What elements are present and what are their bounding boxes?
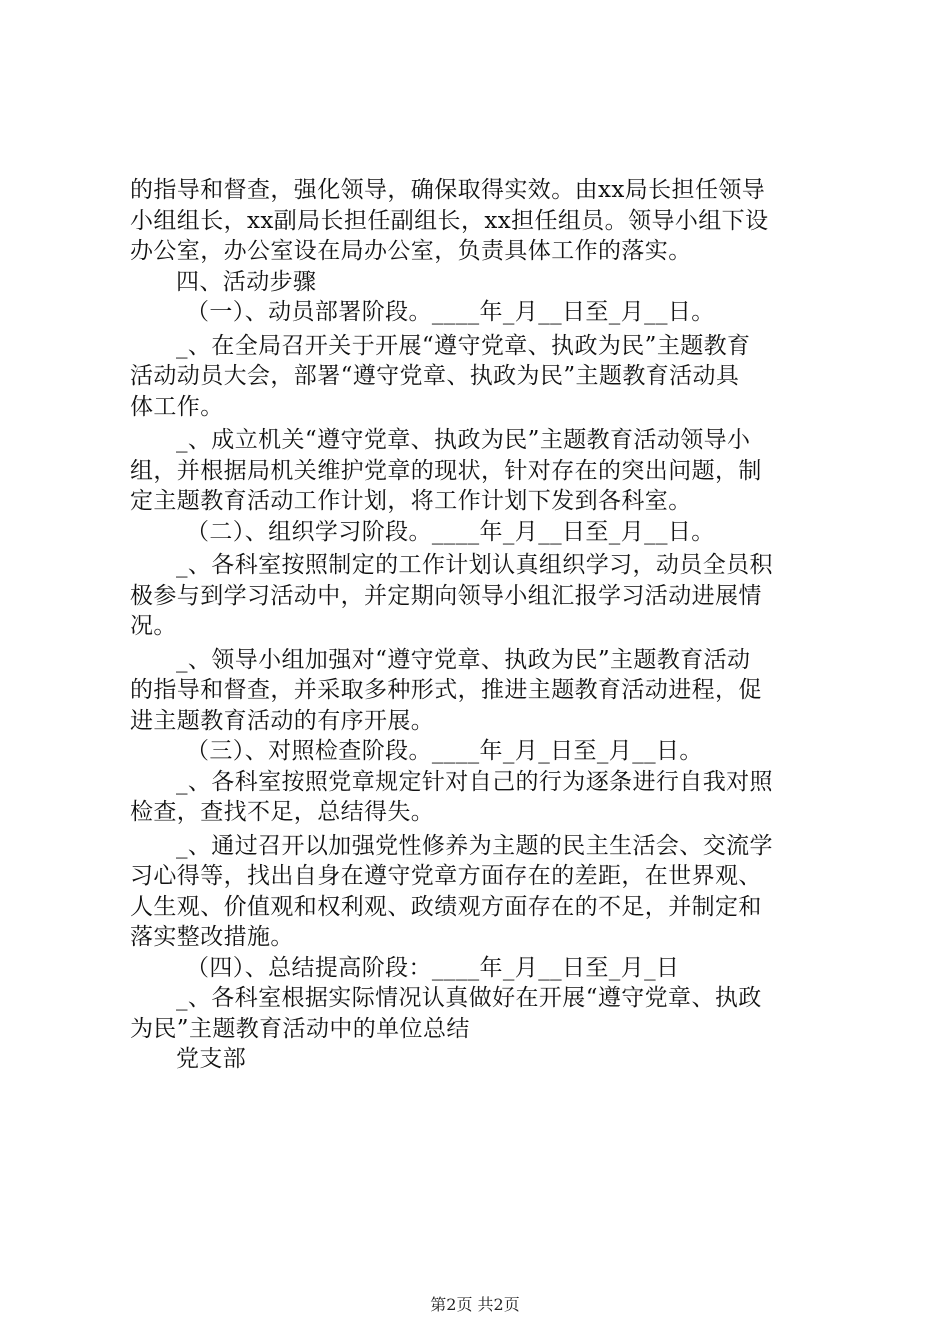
text-line: _、各科室按照制定的工作计划认真组织学习，动员全员积 bbox=[176, 552, 773, 578]
text-line: 办公室，办公室设在局办公室，负责具体工作的落实。 bbox=[130, 238, 692, 264]
text-line: 检查，查找不足，总结得失。 bbox=[130, 799, 435, 825]
text-line: _、各科室根据实际情况认真做好在开展“遵守党章、执政 bbox=[176, 985, 762, 1011]
text-line: 进主题教育活动的有序开展。 bbox=[130, 707, 435, 734]
stage-heading: （三）、对照检查阶段。____年_月_日至_月__日。 bbox=[186, 738, 703, 764]
text-line: 为民”主题教育活动中的单位总结 bbox=[130, 1015, 470, 1042]
text-line: _、在全局召开关于开展“遵守党章、执政为民”主题教育 bbox=[176, 332, 751, 359]
stage-heading: （二）、组织学习阶段。____年_月__日至_月__日。 bbox=[186, 518, 715, 545]
text-line: _、成立机关“遵守党章、执政为民”主题教育活动领导小 bbox=[176, 427, 751, 453]
section-heading: 四、活动步骤 bbox=[176, 268, 317, 295]
text-line: 极参与到学习活动中，并定期向领导小组汇报学习活动进展情 bbox=[130, 582, 762, 609]
text-line: 人生观、价值观和权利观、政绩观方面存在的不足，并制定和 bbox=[130, 893, 762, 920]
stage-heading: （一）、动员部署阶段。____年_月__日至_月__日。 bbox=[186, 299, 715, 325]
text-line: 组，并根据局机关维护党章的现状，针对存在的突出问题，制 bbox=[130, 457, 762, 484]
text-line: 况。 bbox=[130, 613, 177, 639]
text-line: 的指导和督查，强化领导，确保取得实效。由xx局长担任领导 bbox=[130, 177, 766, 203]
text-line: _、领导小组加强对“遵守党章、执政为民”主题教育活动 bbox=[176, 646, 751, 673]
signature-line: 党支部 bbox=[176, 1046, 247, 1072]
stage-heading: （四）、总结提高阶段：____年_月__日至_月_日 bbox=[186, 954, 680, 981]
text-line: 的指导和督查，并采取多种形式，推进主题教育活动进程，促 bbox=[130, 677, 762, 703]
document-body bbox=[130, 175, 830, 1075]
text-line: 活动动员大会，部署“遵守党章、执政为民”主题教育活动具 bbox=[130, 363, 740, 389]
text-line: 落实整改措施。 bbox=[130, 924, 294, 950]
text-line: 习心得等，找出自身在遵守党章方面存在的差距，在世界观、 bbox=[130, 863, 762, 889]
text-line: _、通过召开以加强党性修养为主题的民主生活会、交流学 bbox=[176, 832, 773, 859]
text-line: 小组组长，xx副局长担任副组长，xx担任组员。领导小组下设 bbox=[130, 207, 769, 234]
text-line: 体工作。 bbox=[130, 393, 224, 420]
text-line: 定主题教育活动工作计划，将工作计划下发到各科室。 bbox=[130, 488, 692, 514]
page-footer: 第2页 共2页 bbox=[430, 1295, 520, 1314]
text-line: _、各科室按照党章规定针对自己的行为逐条进行自我对照 bbox=[176, 768, 773, 795]
